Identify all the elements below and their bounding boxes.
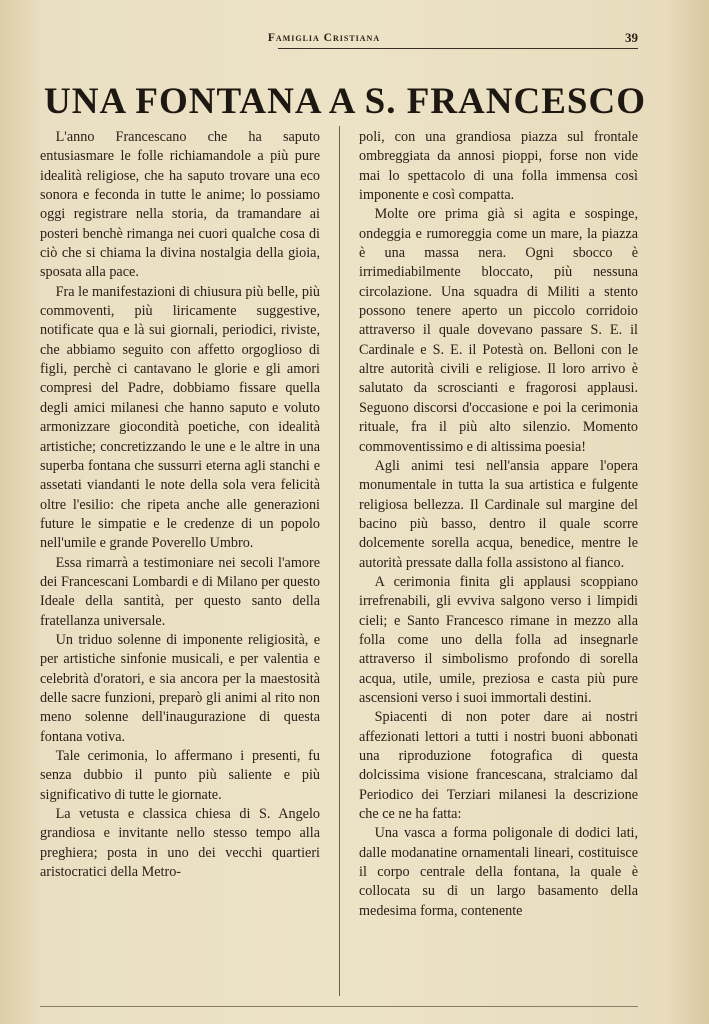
paragraph: Tale cerimonia, lo affermano i presenti, fu senza dubbio il punto più saliente e più significativo di tutte le giornate. bbox=[40, 748, 320, 803]
header-rule bbox=[278, 48, 638, 49]
page-number: 39 bbox=[625, 30, 638, 45]
paragraph: A cerimonia finita gli applausi scoppiano irrefrenabili, gli evviva salgono verso i limpidi cieli; e Santo Francesco rimane in mezzo alla folla come uno della folla ad insegnarle attraverso il simbolismo profondo di sorella acqua, utile, umile, preziosa e casta più pure ascensioni verso i suoi immortali destini. bbox=[359, 573, 638, 706]
right-column bbox=[359, 128, 638, 1008]
paragraph: Essa rimarrà a testimoniare nei secoli l'amore dei Francescani Lombardi e di Milano per questo Ideale della santità, per questo santo della fratellanza universale. bbox=[40, 554, 320, 629]
left-column bbox=[40, 128, 320, 1008]
paragraph: Molte ore prima già si agita e sospinge, ondeggia e rumoreggia come un mare, la piazza è una massa nera. Ogni sbocco è irrimediabilmente bloccato, più nessuna circolazione. Una squadra di Militi a stento possono tenere aperto un piccolo corridoio attraverso il quale dovevano passare S. E. il Cardinale e S. E. il Potestà on. Belloni con le altre autorità civili e religiose. Il loro arrivo è salutato da scroscianti e fragorosi applausi. Seguono discorsi d'occasione e poi la cerimonia rituale, fra il più alto silenzio. Momento commoventissimo e di altissima poesia! bbox=[359, 206, 638, 455]
paragraph: Agli animi tesi nell'ansia appare l'opera monumentale in tutta la sua artistica e fulgente religiosa bellezza. Il Cardinale sul margine del bacino più basso, dentro il quale scorre dolcemente sorella acqua, benedice, mentre le autorità pressate dalla folla assistono al fianco. bbox=[359, 457, 638, 571]
paragraph: Spiacenti di non poter dare ai nostri affezionati lettori a tutti i nostri buoni abbonati una riproduzione fotografica di questa dolcissima visione francescana, stralciamo dal Periodico dei Terziari milanesi la descrizione che ce ne ha fatta: bbox=[359, 709, 638, 823]
article-headline: UNA FONTANA A S. FRANCESCO bbox=[44, 81, 646, 122]
column-divider bbox=[339, 126, 340, 996]
paragraph: Un triduo solenne di imponente religiosità, e per artistiche sinfonie musicali, e per valentia e celebrità d'oratori, e sia ancora per la maestosità delle sacre funzioni, preparò gli animi al rito non meno solenne dell'inaugurazione di questa fontana votiva. bbox=[40, 631, 320, 745]
paragraph: Una vasca a forma poligonale di dodici lati, dalle modanatine ornamentali lineari, costituisce il corpo centrale della fontana, la quale è collocata su di un largo basamento della medesima forma, contenente bbox=[359, 825, 638, 919]
paragraph: L'anno Francescano che ha saputo entusiasmare le folle richiamandole a più pure idealità religiose, che ha saputo trovare una eco sonora e feconda in tutte le anime; lo possiamo oggi registrare nella storia, da tramandare ai posteri benchè rimanga nei cuori qualche cosa di ciò che si chiama la divina nostalgia della gioia, sposata alla pace. bbox=[40, 129, 320, 281]
paragraph: Fra le manifestazioni di chiusura più belle, più commoventi, più liricamente suggestive, notificate qua e là sui giornali, periodici, riviste, che abbiamo seguito con affetto orgoglioso di figli, perchè ci cantavano le glorie e gli amori compresi del Padre, dobbiamo fissare quella degli amici milanesi che hanno saputo e voluto armonizzare giocondità poetiche, con idealità artistiche; concretizzando le une e le altre in una superba fontana che sussurri eterna agli stanchi e assetati viandanti le note della sola vera felicità oltre l'esilio: che ripeta anche alle generazioni future le simpatie e le credenze di un popolo nell'umile e grande Poverello Umbro. bbox=[40, 283, 320, 552]
paragraph: La vetusta e classica chiesa di S. Angelo grandiosa e invitante nello stesso tempo alla preghiera; posta in uno dei vecchi quartieri aristocratici della Metro- bbox=[40, 806, 320, 881]
paragraph-continuation: poli, con una grandiosa piazza sul frontale ombreggiata da annosi pioppi, forse non vide mai lo spettacolo di una folla immensa così imponente e così compatta. bbox=[359, 129, 638, 204]
bottom-rule bbox=[40, 1006, 638, 1007]
magazine-title: Famiglia Cristiana bbox=[267, 32, 381, 44]
running-head bbox=[40, 30, 638, 52]
